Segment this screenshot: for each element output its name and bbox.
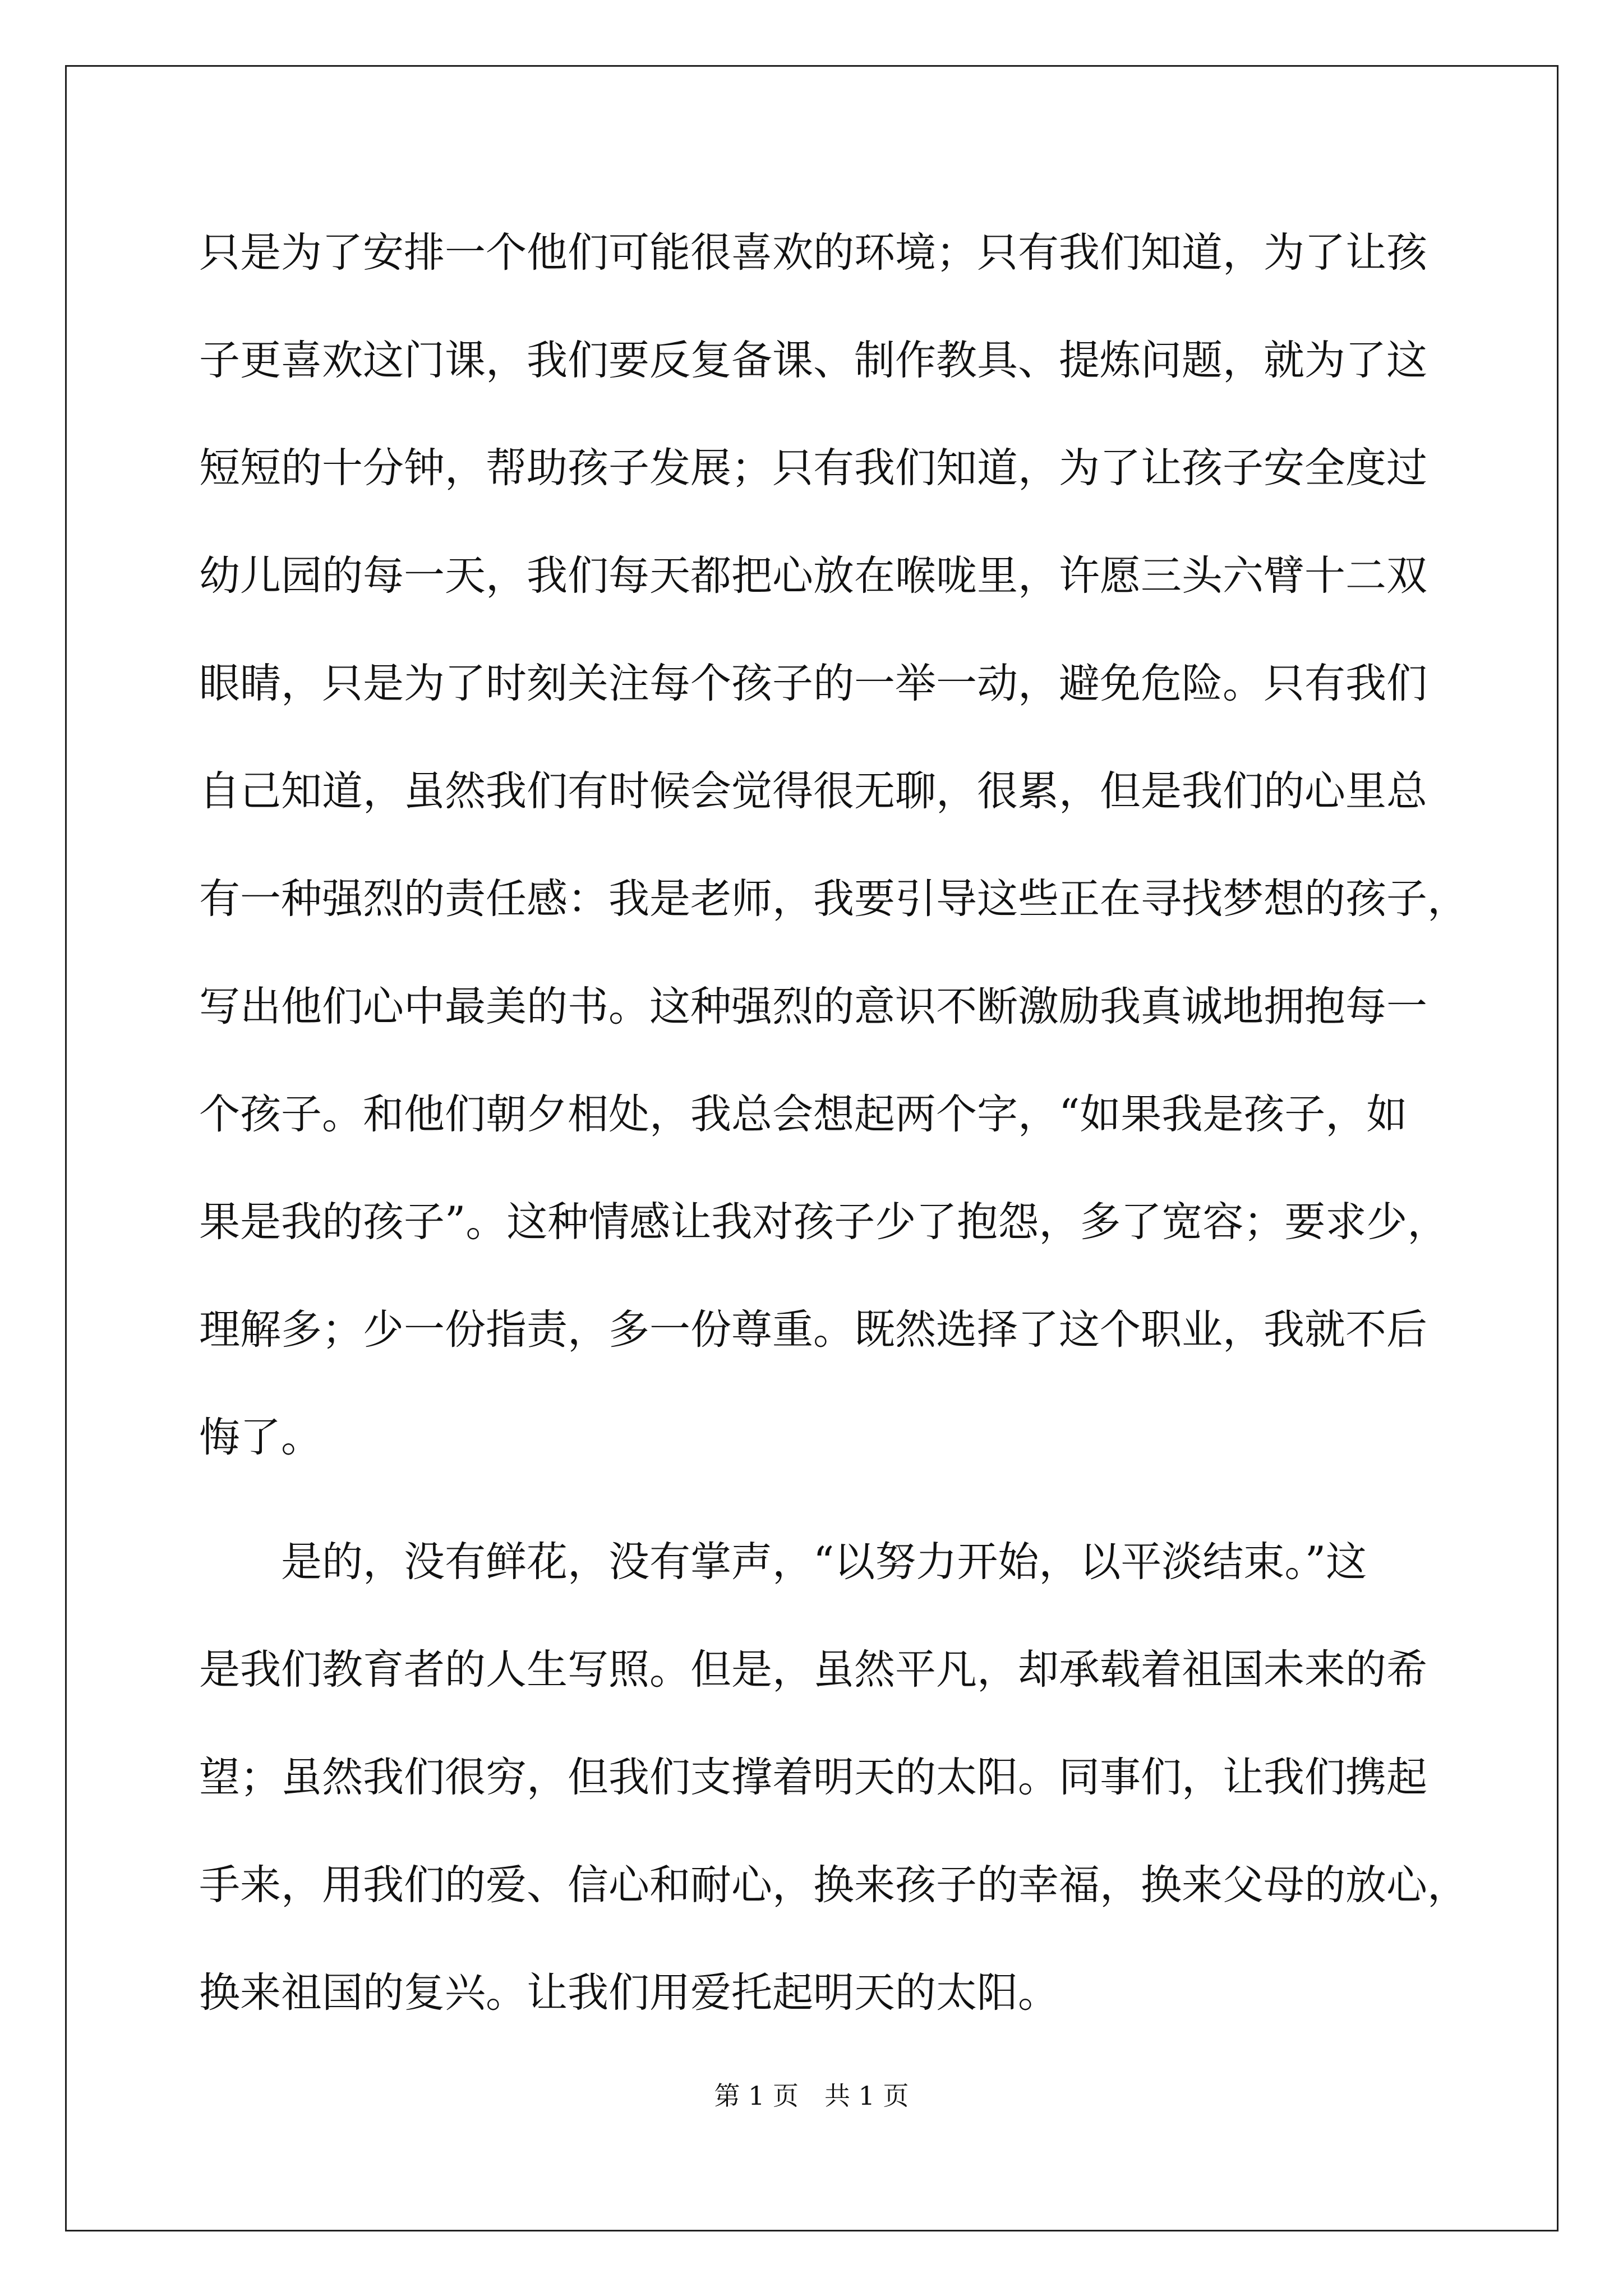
text-line: 短短的十分钟，帮助孩子发展；只有我们知道，为了让孩子安全度过 [199, 444, 1427, 492]
text-line: 是的，没有鲜花，没有掌声，“以努力开始，以平淡结束。”这 [199, 1538, 1367, 1586]
text-line: 望；虽然我们很穷，但我们支撑着明天的太阳。同事们，让我们携起 [199, 1754, 1427, 1801]
text-line: 理解多；少一份指责，多一份尊重。既然选择了这个职业，我就不后 [199, 1306, 1427, 1354]
text-line: 只是为了安排一个他们可能很喜欢的环境；只有我们知道，为了让孩 [199, 229, 1427, 277]
text-line: 换来祖国的复兴。让我们用爱托起明天的太阳。 [199, 1969, 1059, 2017]
paragraph-2 [199, 1508, 1468, 2047]
text-line: 有一种强烈的责任感：我是老师，我要引导这些正在寻找梦想的孩子， [199, 875, 1468, 923]
paragraph-1 [199, 199, 1468, 1492]
text-line: 是我们教育者的人生写照。但是，虽然平凡，却承载着祖国未来的希 [199, 1646, 1427, 1694]
document-body [199, 199, 1468, 2047]
paragraph-spacer [199, 1492, 1450, 1508]
text-line: 手来，用我们的爱、信心和耐心，换来孩子的幸福，换来父母的放心， [199, 1861, 1468, 1909]
text-line: 子更喜欢这门课，我们要反复备课、制作教具、提炼问题，就为了这 [199, 337, 1427, 384]
page-number-footer: 第 1 页 共 1 页 [714, 2081, 909, 2111]
text-line: 悔了。 [199, 1414, 322, 1461]
text-line: 自己知道，虽然我们有时候会觉得很无聊，很累，但是我们的心里总 [199, 767, 1427, 815]
text-line: 写出他们心中最美的书。这种强烈的意识不断激励我真诚地拥抱每一 [199, 983, 1427, 1030]
text-line: 眼睛，只是为了时刻关注每个孩子的一举一动，避免危险。只有我们 [199, 660, 1427, 707]
text-line: 幼儿园的每一天，我们每天都把心放在喉咙里，许愿三头六臂十二双 [199, 552, 1427, 600]
text-line: 个孩子。和他们朝夕相处，我总会想起两个字，“如果我是孩子，如 [199, 1091, 1408, 1138]
text-line: 果是我的孩子”。这种情感让我对孩子少了抱怨，多了宽容；要求少， [199, 1198, 1449, 1246]
